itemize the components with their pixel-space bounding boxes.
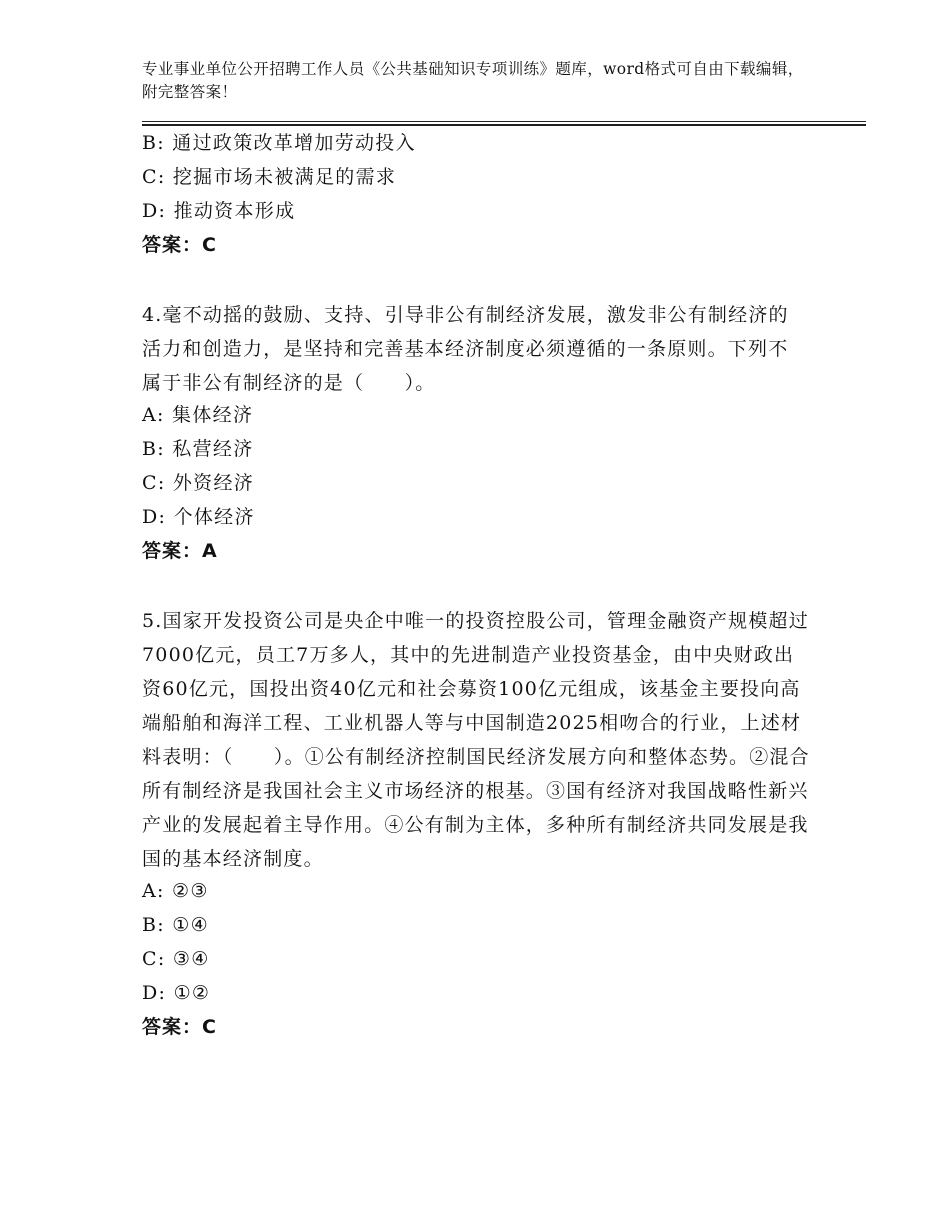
document-body [142,128,822,1046]
option-c: C: 外资经济 [142,472,255,494]
question-stem: 4.毫不动摇的鼓励、支持、引导非公有制经济发展，激发非公有制经济的活力和创造力，是坚持和完善基本经济制度必须遵循的一条原则。下列不属于非公有制经济的是（ ）。 [142,304,789,394]
option-b: B: 私营经济 [142,438,254,460]
option-c: C: ③④ [142,948,210,970]
spacer [142,264,822,298]
question-stem: 5.国家开发投资公司是央企中唯一的投资控股公司，管理金融资产规模超过7000亿元，员工7万多人，其中的先进制造产业投资基金，由中央财政出资60亿元，国投出资40亿元和社会募资100亿元组成，该基金主要投向高端船舶和海洋工程、工业机器人等与中国制造2025相吻合的行业，上述材料表明：（ ）。①公有制经济控制国民经济发展方向和整体态势。②混合所有制经济是我国社会主义市场经济的根基。③国有经济对我国战略性新兴产业的发展起着主导作用。④公有制为主体，多种所有制经济共同发展是我国的基本经济制度。 [142,610,810,870]
option-c: C: 挖掘市场未被满足的需求 [142,166,397,188]
question-5 [142,604,822,1046]
document-header: 专业事业单位公开招聘工作人员《公共基础知识专项训练》题库，word格式可自由下载编辑，附完整答案！ [142,60,804,101]
option-a: A: ②③ [142,880,209,902]
option-b: B: ①④ [142,914,209,936]
answer: 答案：A [142,540,218,562]
question-3 [142,128,822,264]
option-d: D: 推动资本形成 [142,200,296,222]
header-rule-thin [142,121,866,122]
option-d: D: 个体经济 [142,506,255,528]
option-b: B: 通过政策改革增加劳动投入 [142,132,416,154]
header-rule-thick [142,124,866,126]
question-4 [142,298,822,570]
option-a: A: 集体经济 [142,404,254,426]
answer: 答案：C [142,1016,217,1038]
spacer [142,570,822,604]
answer: 答案：C [142,234,217,256]
option-d: D: ①② [142,982,211,1004]
